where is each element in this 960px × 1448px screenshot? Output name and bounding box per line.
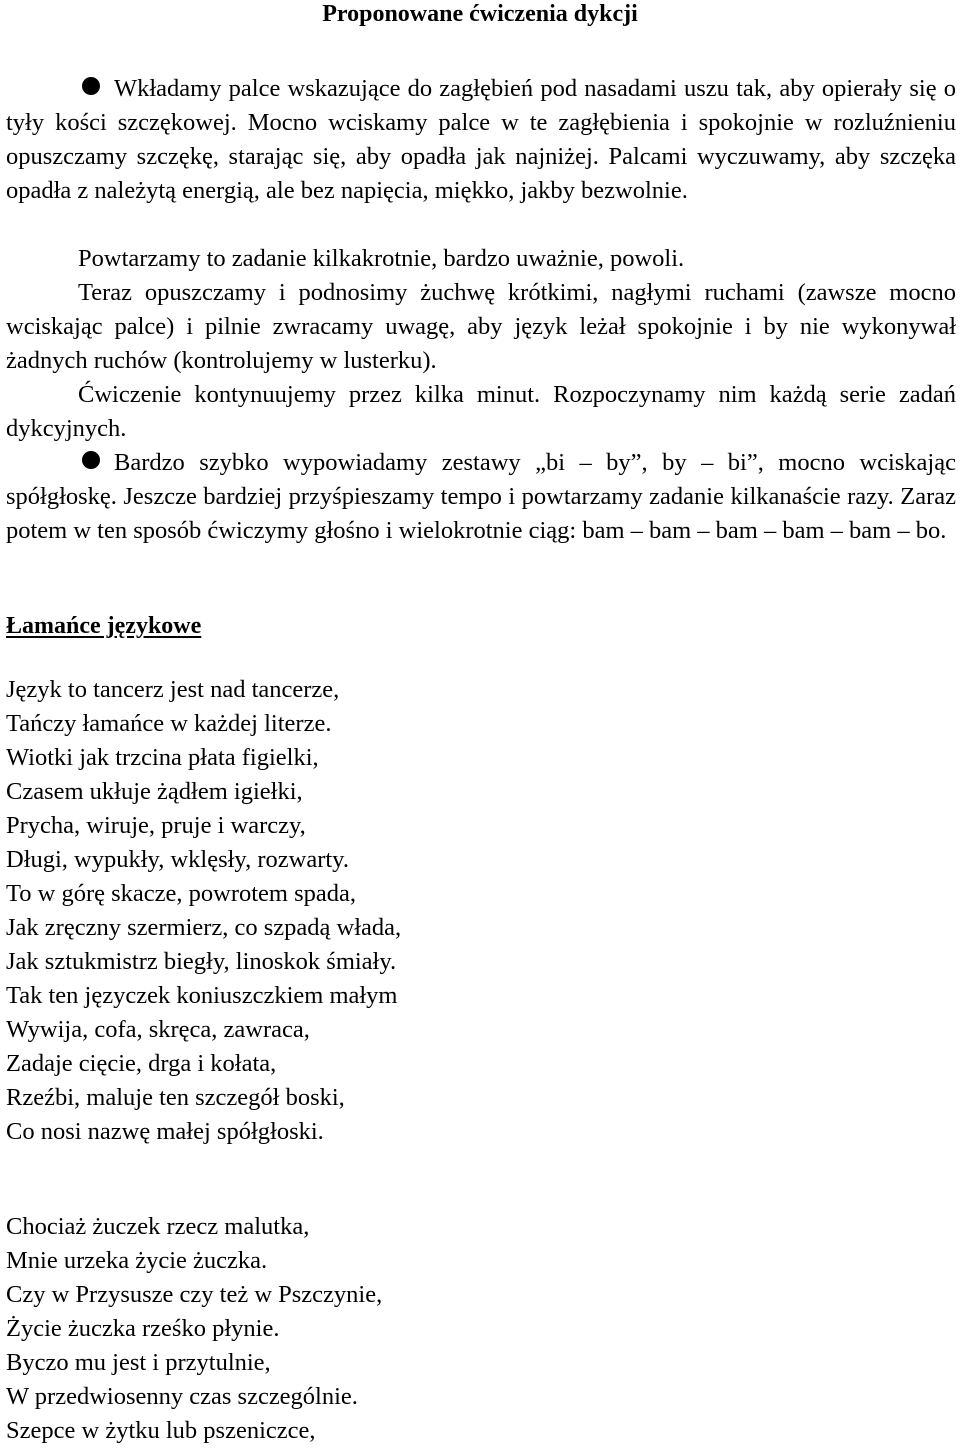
poem-line: Wywija, cofa, skręca, zawraca, — [6, 1016, 310, 1043]
poem-line: Jak zręczny szermierz, co szpadą włada, — [6, 914, 402, 941]
exercise-paragraph-2 — [6, 242, 956, 276]
bullet-icon — [82, 451, 100, 469]
exercise-paragraph-1 — [6, 72, 956, 208]
exercise-paragraph-5 — [6, 446, 956, 548]
section-heading: Łamańce językowe — [6, 613, 202, 639]
poem-line: Zadaje cięcie, drga i kołata, — [6, 1050, 277, 1077]
poem-line: Jak sztukmistrz biegły, linoskok śmiały. — [6, 948, 397, 975]
poem-line: Długi, wypukły, wklęsły, rozwarty. — [6, 846, 349, 873]
exercise-text-3: Teraz opuszczamy i podnosimy żuchwę krótkimi, nagłymi ruchami (zawsze mocno wciskając palce) i pilnie zwracamy uwagę, aby język leżał spokojnie i by nie wykonywał żadnych ruchów (kontrolujemy w lusterku). — [6, 279, 956, 374]
poem-line: Czasem ukłuje żądłem igiełki, — [6, 778, 303, 805]
poem-line: Byczo mu jest i przytulnie, — [6, 1349, 271, 1376]
poem-line: W przedwiosenny czas szczególnie. — [6, 1383, 358, 1410]
exercise-text-5: Bardzo szybko wypowiadamy zestawy „bi – by”, by – bi”, mocno wciskając spółgłoskę. Jeszcze bardziej przyśpieszamy tempo i powtarzamy zadanie kilkanaście razy. Zaraz potem w ten sposób ćwiczymy głośno i wielokrotnie ciąg: bam – bam – bam – bam – bam – bo. — [6, 449, 956, 544]
poem-line: Tańczy łamańce w każdej literze. — [6, 710, 332, 737]
poem-line: To w górę skacze, powrotem spada, — [6, 880, 357, 907]
poem-line: Rzeźbi, maluje ten szczegół boski, — [6, 1084, 345, 1111]
exercise-text-4: Ćwiczenie kontynuujemy przez kilka minut. Rozpoczynamy nim każdą serie zadań dykcyjnych. — [6, 381, 956, 442]
poem-line: Szepce w żytku lub pszeniczce, — [6, 1417, 316, 1444]
poem-line: Życie żuczka rześko płynie. — [6, 1315, 280, 1342]
poem-line: Język to tancerz jest nad tancerze, — [6, 676, 340, 703]
poem-line: Prycha, wiruje, pruje i warczy, — [6, 812, 306, 839]
poem-line: Wiotki jak trzcina płata figielki, — [6, 744, 319, 771]
poem-line: Mnie urzeka życie żuczka. — [6, 1247, 268, 1274]
exercise-paragraph-4 — [6, 378, 956, 446]
poem-line: Czy w Przysusze czy też w Pszczynie, — [6, 1281, 383, 1308]
poem-line: Co nosi nazwę małej spółgłoski. — [6, 1118, 324, 1145]
page-title: Proponowane ćwiczenia dykcji — [322, 1, 638, 27]
poem-2 — [6, 1210, 382, 1448]
exercise-text-2: Powtarzamy to zadanie kilkakrotnie, bardzo uważnie, powoli. — [78, 245, 685, 272]
exercise-paragraph-3 — [6, 276, 956, 378]
poem-line: Tak ten języczek koniuszczkiem małym — [6, 982, 398, 1009]
poem-line: Chociaż żuczek rzecz malutka, — [6, 1213, 310, 1240]
exercise-text-1: Wkładamy palce wskazujące do zagłębień pod nasadami uszu tak, aby opierały się o tyły kości szczękowej. Mocno wciskamy palce w te zagłębienia i spokojnie w rozluźnieniu opuszczamy szczękę, starając się, aby opadła jak najniżej. Palcami wyczuwamy, aby szczęka opadła z należytą energią, ale bez napięcia, miękko, jakby bezwolnie. — [6, 75, 956, 204]
bullet-icon — [82, 77, 100, 95]
poem-1 — [6, 673, 401, 1149]
